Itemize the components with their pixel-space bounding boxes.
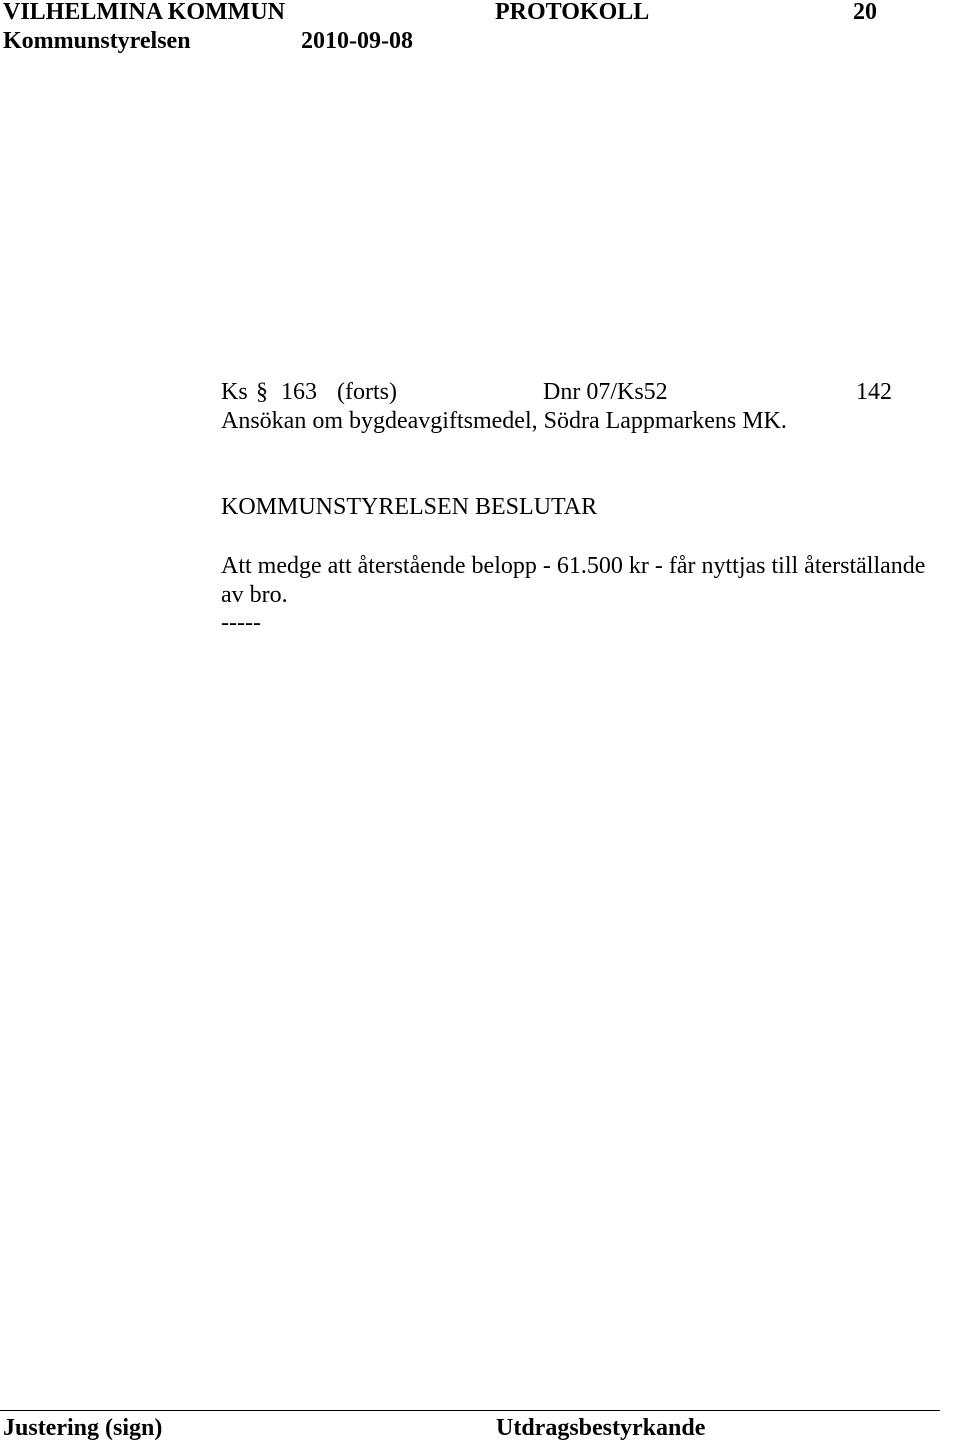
case-ref-number: 142	[856, 379, 892, 405]
footer-rule	[0, 1410, 940, 1411]
decision-heading: KOMMUNSTYRELSEN BESLUTAR	[221, 494, 598, 520]
decision-text-line-1: Att medge att återstående belopp - 61.500 kr - får nyttjas till återställande	[221, 553, 926, 579]
case-prefix: Ks	[221, 379, 248, 405]
header-date: 2010-09-08	[301, 28, 413, 54]
decision-text-line-2: av bro.	[221, 582, 288, 608]
section-sign-icon: §	[256, 379, 268, 405]
section-separator: -----	[221, 610, 261, 636]
header-body: Kommunstyrelsen	[3, 28, 191, 54]
case-continued: (forts)	[337, 379, 397, 405]
case-dnr: Dnr 07/Ks52	[543, 379, 668, 405]
case-number: 163	[281, 379, 317, 405]
footer-signature-label: Justering (sign)	[3, 1415, 163, 1441]
header-municipality: VILHELMINA KOMMUN	[3, 0, 285, 25]
header-doc-type: PROTOKOLL	[495, 0, 650, 25]
footer-certification-label: Utdragsbestyrkande	[496, 1415, 706, 1441]
header-page-number: 20	[853, 0, 877, 25]
case-title: Ansökan om bygdeavgiftsmedel, Södra Lappmarkens MK.	[221, 408, 787, 434]
